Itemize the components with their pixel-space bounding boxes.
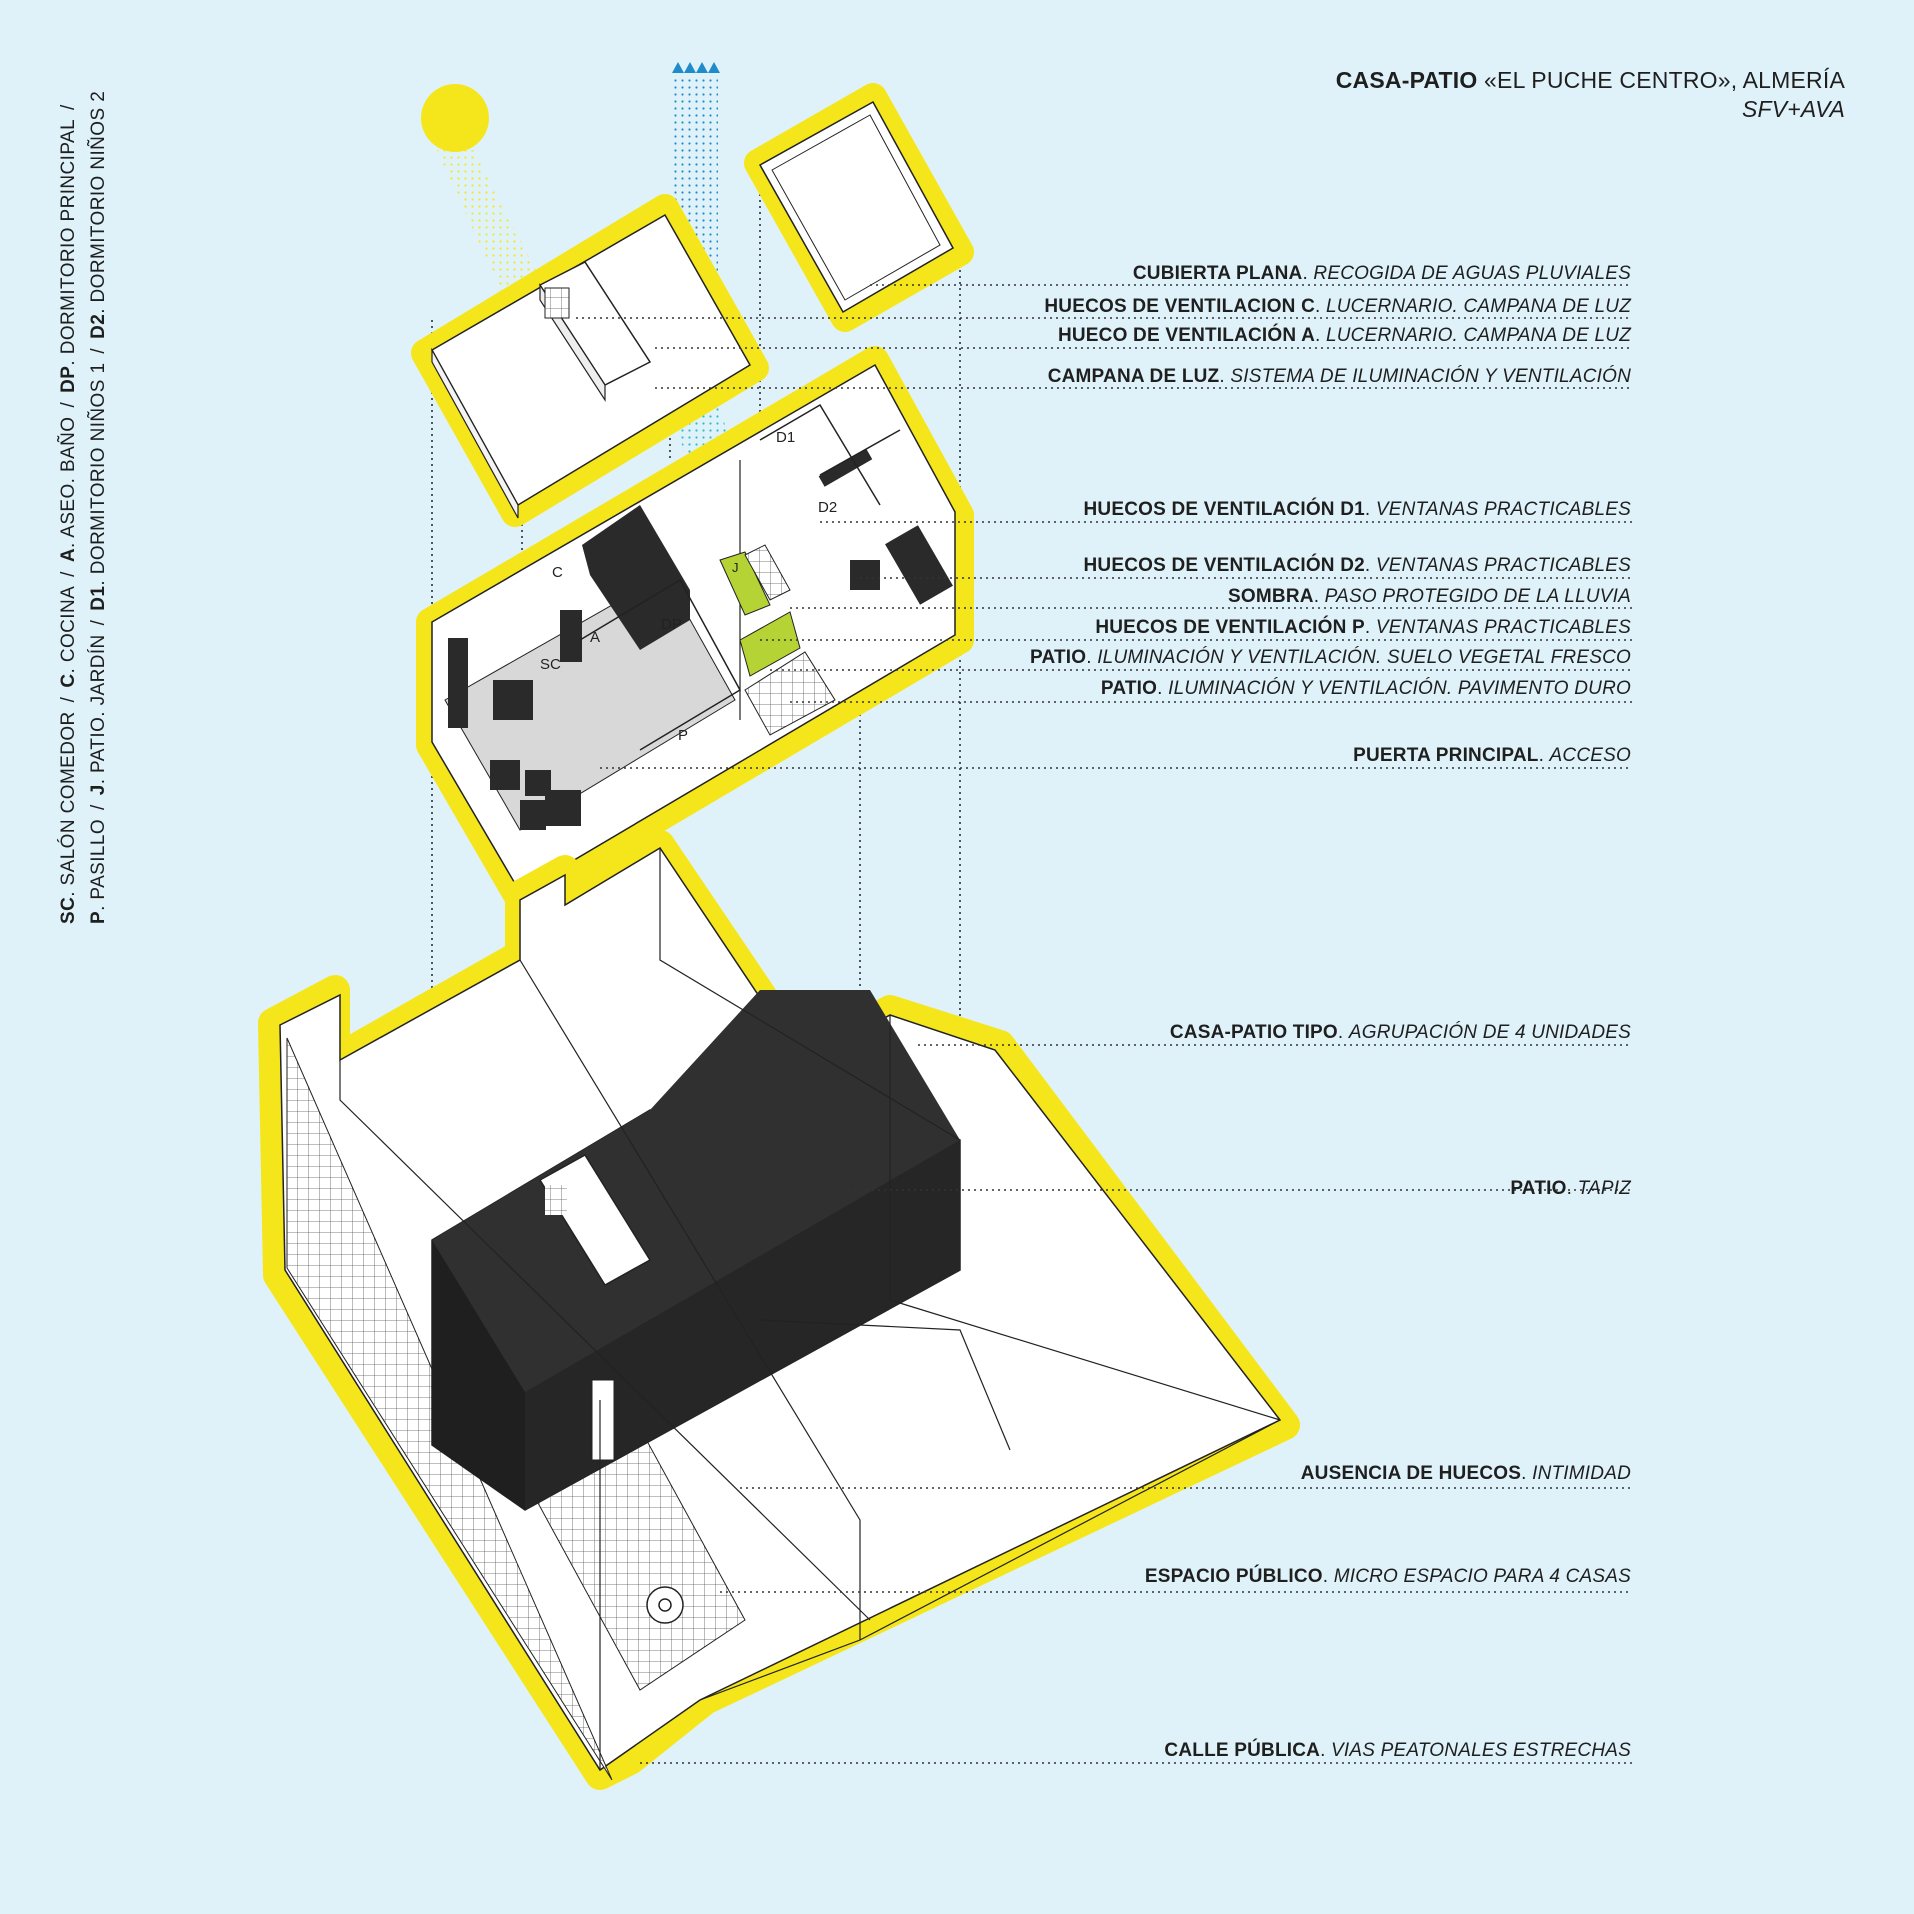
plan-label-dp: DP [661,616,682,633]
label-espacio-publico: ESPACIO PÚBLICO. MICRO ESPACIO PARA 4 CASAS [1144,1566,1631,1587]
label-huecos-d2: HUECOS DE VENTILACIÓN D2. VENTANAS PRACTICABLES [1083,555,1631,576]
legend-code-p: P [88,910,109,924]
title-rest: «EL PUCHE CENTRO», ALMERÍA [1477,67,1845,93]
label-sombra: SOMBRA. PASO PROTEGIDO DE LA LLUVIA [1228,586,1631,607]
legend-code-j: J [88,784,109,796]
annotation-labels [731,0,1631,1914]
label-huecos-p: HUECOS DE VENTILACIÓN P. VENTANAS PRACTICABLES [1095,617,1631,638]
legend-text-dp: . DORMITORIO PRINCIPAL [58,118,79,366]
label-cubierta-plana: CUBIERTA PLANA. RECOGIDA DE AGUAS PLUVIALES [1132,263,1631,284]
title-bold: CASA-PATIO [1335,67,1478,93]
legend-code-dp: DP [58,365,79,393]
plan-label-j: J [732,560,739,575]
label-hueco-a: HUECO DE VENTILACIÓN A. LUCERNARIO. CAMPANA DE LUZ [1057,325,1631,346]
label-huecos-d1: HUECOS DE VENTILACIÓN D1. VENTANAS PRACTICABLES [1083,499,1631,520]
author-credit: SFV+AVA [1741,96,1845,122]
legend-code-d1: D1 [88,585,109,611]
legend-sep: / [88,347,109,354]
room-legend [54,0,134,924]
legend-line-2 [84,0,114,924]
legend-text-p: . PASILLO [88,818,109,911]
legend-sep: / [58,401,79,408]
label-patio-vegetal: PATIO. ILUMINACIÓN Y VENTILACIÓN. SUELO VEGETAL FRESCO [1029,647,1631,668]
legend-text-d2: . DORMITORIO NIÑOS 2 [88,90,109,314]
legend-sep: / [58,696,79,703]
legend-sep: / [58,104,79,110]
legend-sep: / [88,804,109,810]
legend-code-a: A [58,548,79,563]
plan-label-c: C [552,564,563,581]
legend-text-d1: . DORMITORIO NIÑOS 1 [88,362,109,586]
plan-label-p: P [678,727,689,744]
legend-text-j: . PATIO. JARDÍN [88,634,109,785]
legend-text-a: . ASEO. BAÑO [58,416,79,549]
plan-label-a: A [590,629,601,646]
label-casa-patio-tipo: CASA-PATIO TIPO. AGRUPACIÓN DE 4 UNIDADES [1169,1022,1631,1043]
legend-text-sc: . SALÓN COMEDOR [58,711,79,897]
label-patio-duro: PATIO. ILUMINACIÓN Y VENTILACIÓN. PAVIMENTO DURO [1100,678,1631,699]
label-calle-publica: CALLE PÚBLICA. VIAS PEATONALES ESTRECHAS [1164,1740,1631,1761]
legend-code-sc: SC [58,896,79,924]
legend-code-c: C [58,673,79,688]
legend-line-1 [54,0,84,924]
label-ausencia-huecos: AUSENCIA DE HUECOS. INTIMIDAD [1300,1463,1631,1484]
legend-code-d2: D2 [88,313,109,339]
label-huecos-c: HUECOS DE VENTILACION C. LUCERNARIO. CAMPANA DE LUZ [1044,296,1631,317]
label-patio-tapiz: PATIO. TAPIZ [1510,1178,1631,1199]
plan-label-sc: SC [540,656,561,673]
label-campana-luz: CAMPANA DE LUZ. SISTEMA DE ILUMINACIÓN Y VENTILACIÓN [1047,366,1631,387]
plan-label-d1: D1 [776,429,796,446]
legend-sep: / [58,571,79,577]
plan-label-d2: D2 [818,499,838,516]
label-puerta-principal: PUERTA PRINCIPAL. ACCESO [1353,745,1631,766]
legend-sep: / [88,619,109,626]
legend-text-c: . COCINA [58,585,79,674]
